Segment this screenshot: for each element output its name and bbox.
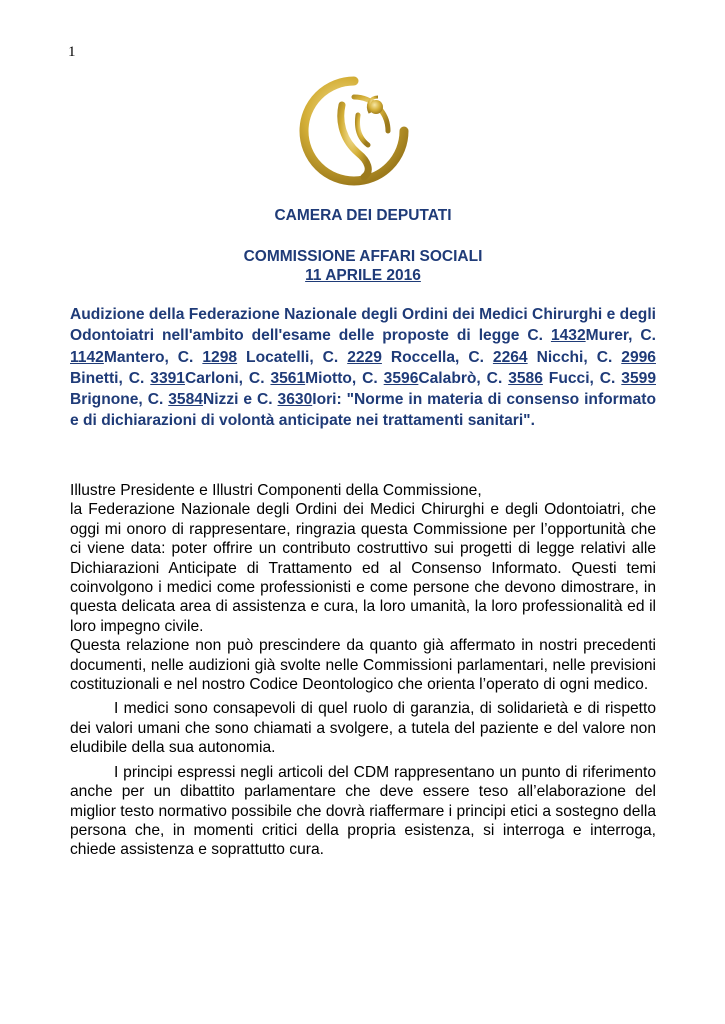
bill-number[interactable]: 3596 <box>383 369 419 387</box>
bill-author: Iori: "Norme in materia di consenso informato e di dichiarazioni di volontà anticipate nei trattamenti sanitari". <box>70 391 656 430</box>
hearing-title <box>70 304 656 432</box>
bill-author: Miotto, C. <box>305 369 384 387</box>
bill-author: Carloni, C. <box>184 369 271 387</box>
bill-number[interactable]: 3630 <box>277 391 313 409</box>
bill-number[interactable]: 3586 <box>508 369 543 387</box>
hearing-date: 11 APRILE 2016 <box>305 267 421 284</box>
bill-number[interactable]: 3599 <box>621 369 656 387</box>
fnomceo-gold-emblem-icon <box>298 75 410 187</box>
bill-author: Brignone, C. <box>70 391 169 409</box>
bill-author: Nicchi, C. <box>527 348 622 366</box>
bill-author: Murer, C. <box>585 327 656 345</box>
bill-number[interactable]: 2229 <box>347 348 382 366</box>
bill-author: Fucci, C. <box>542 369 622 387</box>
bill-author: Mantero, C. <box>103 348 203 366</box>
bill-author: Nizzi e C. <box>202 391 278 409</box>
bill-number[interactable]: 2264 <box>492 348 528 366</box>
paragraph: I principi espressi negli articoli del CDM rappresentano un punto di riferimento anche per un dibattito parlamentare che deve essere teso all’elaborazione del miglior testo normativo possibile che dovrà riaffermare i principi etici a sostegno della persona che, in momenti critici della propria esistenza, si interroga e interroga, chiede assistenza e soprattutto cura. <box>70 763 656 859</box>
bill-number[interactable]: 1142 <box>70 348 104 366</box>
title-intro: Audizione della Federazione Nazionale degli Ordini dei Medici Chirurghi e degli Odontoiatri nell'ambito dell'esame delle proposte di legge C. <box>70 306 656 345</box>
bill-author: Roccella, C. <box>381 348 493 366</box>
bill-number[interactable]: 2996 <box>621 348 656 366</box>
bill-author: Binetti, C. <box>70 369 151 387</box>
paragraph: la Federazione Nazionale degli Ordini dei Medici Chirurghi e degli Odontoiatri, che oggi mi onoro di rappresentare, ringrazia questa Commissione per l’opportunità che ci viene data: poter offrire un contributo costruttivo sui progetti di legge relativi alle Dichiarazioni Anticipate di Trattamento ed al Consenso Informato. Questi temi coinvolgono i medici come professionisti e come persone che devono dimostrare, in questa delicata area di assistenza e cura, la loro umanità, la loro professionalità ed il loro impegno civile. <box>70 501 656 635</box>
page-number: 1 <box>68 44 76 60</box>
institution-heading: CAMERA DEI DEPUTATI <box>274 207 452 224</box>
salutation: Illustre Presidente e Illustri Componenti della Commissione, <box>70 482 482 499</box>
bill-number[interactable]: 3391 <box>150 369 185 387</box>
body-text <box>70 481 656 860</box>
bill-author: Calabrò, C. <box>418 369 509 387</box>
paragraph: Questa relazione non può prescindere da quanto già affermato in nostri precedenti documenti, nelle audizioni già svolte nelle Commissioni parlamentari, nelle previsioni costituzionali e nel nostro Codice Deontologico che orienta l’operato di ogni medico. <box>70 637 656 694</box>
bill-number[interactable]: 3584 <box>168 391 203 409</box>
bill-number[interactable]: 3561 <box>270 369 306 387</box>
commission-heading: COMMISSIONE AFFARI SOCIALI <box>243 248 483 265</box>
bill-number[interactable]: 1298 <box>202 348 238 366</box>
paragraph: I medici sono consapevoli di quel ruolo di garanzia, di solidarietà e di rispetto dei valori umani che sono chiamati a svolgere, a tutela del paziente e del valore non eludibile della sua autonomia. <box>70 700 656 757</box>
bill-number[interactable]: 1432 <box>550 327 586 345</box>
bill-author: Locatelli, C. <box>237 348 348 366</box>
